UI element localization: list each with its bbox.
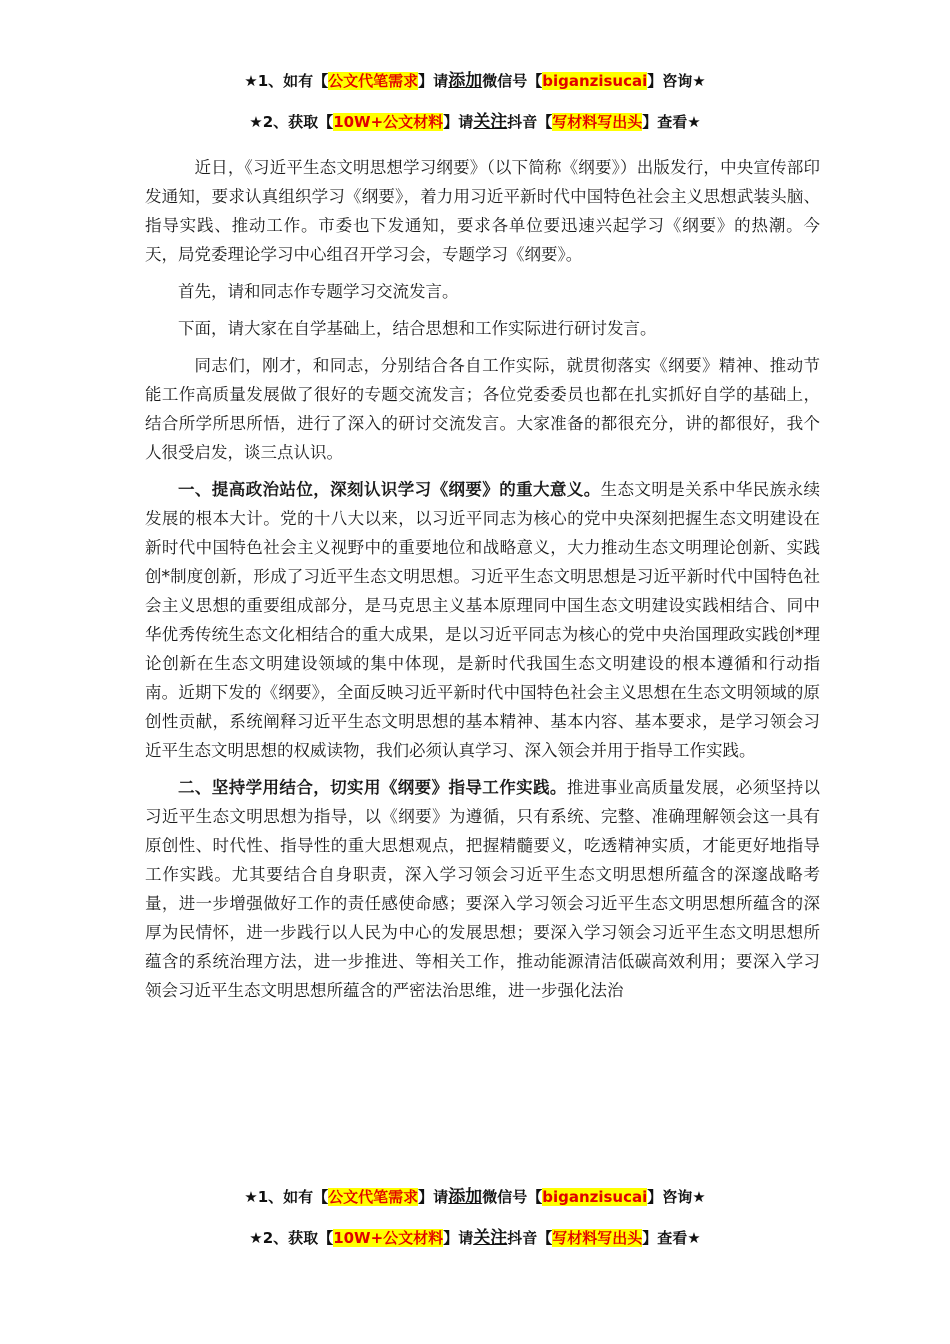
- point-one-body: 生态文明是关系中华民族永续发展的根本大计。党的十八大以来，以习近平同志为核心的党中央深刻把握生态文明建设在新时代中国特色社会主义视野中的重要地位和战略意义，大力推动生态文明理论创新、实践创*制度创新，形成了习近平生态文明思想。习近平生态文明思想是习近平新时代中国特色社会主义思想的重要组成部分，是马克思主义基本原理同中国生态文明建设实践相结合、同中华优秀传统生态文化相结合的重大成果，是以习近平同志为核心的党中央治国理政实践创*理论创新在生态文明建设领域的集中体现，是新时代我国生态文明建设的根本遵循和行动指南。近期下发的《纲要》，全面反映习近平新时代中国特色社会主义思想在生态文明领域的原创性贡献，系统阐释习近平生态文明思想的基本精神、基本内容、基本要求，是学习领会习近平生态文明思想的权威读物，我们必须认真学习、深入领会并用于指导工作实践。: [145, 480, 821, 760]
- document-body: [145, 153, 820, 1013]
- paragraph-intro: 近日，《习近平生态文明思想学习纲要》（以下简称《纲要》）出版发行，中央宣传部印发通知，要求认真组织学习《纲要》，着力用习近平新时代中国特色社会主义思想武装头脑、指导实践、推动工作。市委也下发通知，要求各单位要迅速兴起学习《纲要》的热潮。今天，局党委理论学习中心组召开学习会，专题学习《纲要》。: [145, 158, 820, 264]
- top-banner-line-2: ★2、获取【10W+公文材料】请关注抖音【写材料写出头】查看★: [249, 112, 701, 132]
- paragraph-summary: 同志们，刚才，和同志，分别结合各自工作实际，就贯彻落实《纲要》精神、推动节能工作高质量发展做了很好的专题交流发言；各位党委委员也都在扎实抓好自学的基础上，结合所学所思所悟，进行了深入的研讨交流发言。大家准备的都很充分，讲的都很好，我个人很受启发，谈三点认识。: [145, 356, 820, 462]
- point-one-heading: 一、提高政治站位，深刻认识学习《纲要》的重大意义。: [178, 480, 601, 499]
- point-two-heading: 二、坚持学用结合，切实用《纲要》指导工作实践。: [178, 778, 567, 797]
- paragraph-point-two: [145, 773, 820, 1005]
- paragraph-first-speaker: 首先，请和同志作专题学习交流发言。: [178, 282, 459, 301]
- top-banner-line-1: ★1、如有【公文代笔需求】请添加微信号【biganzisucai】咨询★: [244, 71, 706, 91]
- paragraph-point-one: [145, 475, 820, 765]
- bottom-banner-line-2: ★2、获取【10W+公文材料】请关注抖音【写材料写出头】查看★: [249, 1228, 701, 1248]
- point-two-body: 推进事业高质量发展，必须坚持以习近平生态文明思想为指导，以《纲要》为遵循，只有系统、完整、准确理解领会这一具有原创性、时代性、指导性的重大思想观点，把握精髓要义，吃透精神实质，才能更好地指导工作实践。尤其要结合自身职责，深入学习领会习近平生态文明思想所蕴含的深邃战略考量，进一步增强做好工作的责任感使命感；要深入学习领会习近平生态文明思想所蕴含的深厚为民情怀，进一步践行以人民为中心的发展思想；要深入学习领会习近平生态文明思想所蕴含的系统治理方法，进一步推进、等相关工作，推动能源清洁低碳高效利用；要深入学习领会习近平生态文明思想所蕴含的严密法治思维，进一步强化法治: [145, 778, 821, 1000]
- paragraph-discussion: 下面，请大家在自学基础上，结合思想和工作实际进行研讨发言。: [178, 319, 657, 338]
- bottom-banner-line-1: ★1、如有【公文代笔需求】请添加微信号【biganzisucai】咨询★: [244, 1187, 706, 1207]
